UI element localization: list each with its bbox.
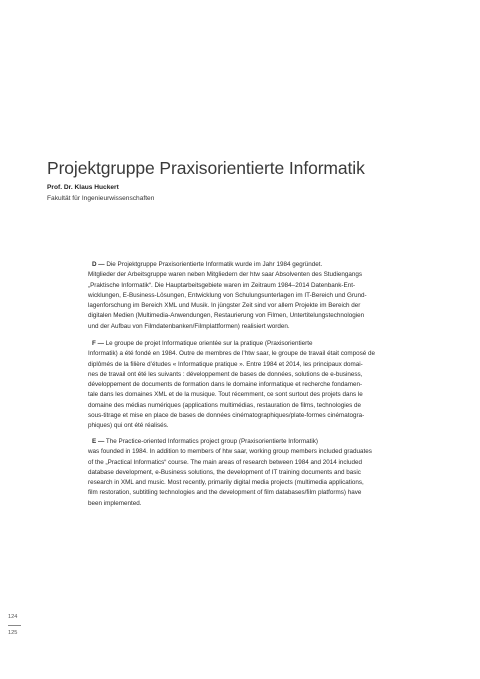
section-line [88, 339, 380, 349]
section-french [88, 339, 380, 432]
section-line: database development, e-Business solutions, the development of IT training documents and basic [88, 468, 361, 476]
faculty-name: Fakultät für Ingenieurwissenschaften [47, 195, 155, 202]
section-line: phiques) qui ont été réalisés. [88, 422, 169, 430]
language-marker-english: E — [92, 438, 105, 445]
section-line [88, 437, 380, 447]
language-marker-french: F — [92, 340, 104, 347]
section-english [88, 437, 380, 509]
section-line: research in XML and music. Most recently, primarily digital media projects (multimedia applications, [88, 479, 364, 487]
section-line: sous-titrage et mise en place de bases de données cinématographiques/plate-formes cinématogra- [88, 412, 365, 420]
section-text: Die Projektgruppe Praxisorientierte Informatik wurde im Jahr 1984 gegründet. [106, 261, 323, 268]
language-marker-german: D — [92, 261, 105, 268]
section-german [88, 260, 380, 332]
section-line: diplômés de la filière d’études « Informatique pratique ». Entre 1984 et 2014, les principaux domai- [88, 360, 363, 368]
section-line: Mitglieder der Arbeitsgruppe waren neben Mitgliedern der htw saar Absolventen des Studiengangs [88, 271, 363, 279]
section-text: Le groupe de projet Informatique orientée sur la pratique (Praxisorientierte [105, 340, 313, 347]
section-line: domaine des médias numériques (applications multimédias, restauration de films, technologies de [88, 401, 362, 409]
section-line: film restoration, subtitling technologies and the development of film databases/film platforms) have [88, 489, 362, 497]
section-line: und der Aufbau von Filmdatenbanken/Filmplattformen) realisiert worden. [88, 322, 290, 330]
section-line: was founded in 1984. In addition to members of htw saar, working group members included graduates [88, 448, 372, 456]
section-text: The Practice-oriented Informatics project group (Praxisorientierte Informatik) [105, 438, 318, 445]
section-line [88, 260, 380, 270]
author-name: Prof. Dr. Klaus Huckert [47, 184, 119, 191]
section-line: been implemented. [88, 499, 142, 507]
page-number-divider [8, 625, 21, 626]
page-number-right: 125 [8, 630, 18, 636]
page-title: Projektgruppe Praxisorientierte Informatik [47, 157, 365, 178]
section-line: tale dans les domaines XML et de la musique. Tout récemment, ce sont surtout des projets dans le [88, 391, 363, 399]
section-line: „Praktische Informatik“. Die Hauptarbeitsgebiete waren im Zeitraum 1984–2014 Datenbank-Ent- [88, 281, 356, 289]
section-line: développement de documents de formation dans le domaine informatique et recherche fondamen- [88, 381, 363, 389]
section-line: wicklungen, E-Business-Lösungen, Entwicklung von Schulungsunterlagen im IT-Bereich und Grund- [88, 291, 367, 299]
section-line: digitalen Medien (Multimedia-Anwendungen, Restaurierung von Filmen, Untertitelungstechnologien [88, 312, 365, 320]
page-number-left: 124 [8, 614, 18, 620]
section-line: lagenforschung im Bereich XML und Musik. In jüngster Zeit sind vor allem Projekte im Bereich der [88, 302, 361, 310]
section-line: of the „Practical Informatics“ course. The main areas of research between 1984 and 2014 included [88, 458, 362, 466]
section-line: nes de travail ont été les suivants : développement de bases de données, solutions de e-business, [88, 370, 363, 378]
section-line: Informatik) a été fondé en 1984. Outre de membres de l’htw saar, le groupe de travail était composé de [88, 350, 376, 358]
